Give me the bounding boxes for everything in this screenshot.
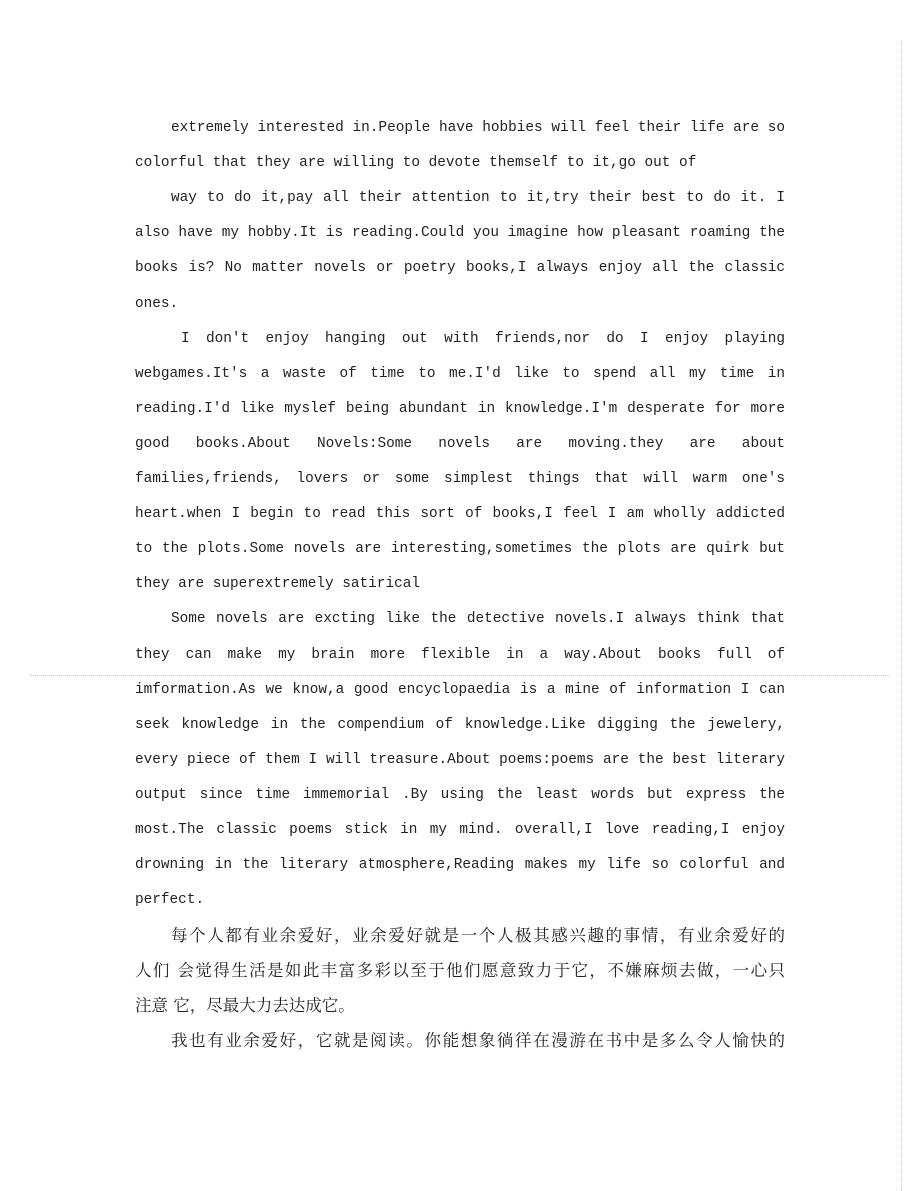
text-line: Some novels are excting like the detective novels.I always think that [171, 611, 785, 628]
text-line: they can make my brain more flexible in a way.About books full of [135, 646, 785, 663]
text-line: every piece of them I will treasure.About poems:poems are the best literary [135, 751, 785, 768]
text-line: families,friends, lovers or some simplest things that will warm one's [135, 471, 785, 487]
text-line: colorful that they are willing to devote themself to it,go out of [135, 155, 697, 172]
chinese-text-line: 注意 它，尽最大力去达成它。 [135, 996, 355, 1015]
text-line: also have my hobby.It is reading.Could you imagine how pleasant roaming the [135, 225, 785, 242]
text-line: books is? No matter novels or poetry books,I always enjoy all the classic [135, 260, 785, 277]
chinese-text-line: 我也有业余爱好，它就是阅读。你能想象徜徉在漫游在书中是多么令人愉快的 [171, 1031, 785, 1050]
text-line: most.The classic poems stick in my mind. overall,I love reading,I enjoy [135, 822, 785, 838]
text-line: ones. [135, 295, 179, 312]
text-line: reading.I'd like myslef being abundant in knowledge.I'm desperate for more [135, 400, 785, 417]
chinese-text-line: 每个人都有业余爱好，业余爱好就是一个人极其感兴趣的事情，有业余爱好的 [171, 926, 785, 945]
text-line: to the plots.Some novels are interesting,sometimes the plots are quirk but [135, 541, 785, 558]
text-line: imformation.As we know,a good encyclopaedia is a mine of information I can [135, 681, 785, 698]
text-line: extremely interested in.People have hobbies will feel their life are so [171, 120, 785, 136]
text-line: output since time immemorial .By using the least words but express the [135, 786, 785, 803]
text-line: perfect. [135, 892, 205, 909]
page-margin-line [901, 40, 902, 1191]
page-break-line [30, 675, 890, 676]
text-line: they are superextremely satirical [135, 576, 420, 593]
text-line: drowning in the literary atmosphere,Reading makes my life so colorful and [135, 857, 785, 874]
text-line: heart.when I begin to read this sort of books,I feel I am wholly addicted [135, 506, 785, 523]
text-line: way to do it,pay all their attention to it,try their best to do it. I [171, 190, 785, 207]
text-line: good books.About Novels:Some novels are moving.they are about [135, 435, 785, 452]
text-line: I don't enjoy hanging out with friends,nor do I enjoy playing [181, 330, 785, 347]
text-line: webgames.It's a waste of time to me.I'd like to spend all my time in [135, 365, 785, 382]
chinese-text-line: 人们 会觉得生活是如此丰富多彩以至于他们愿意致力于它，不嫌麻烦去做，一心只 [135, 961, 785, 980]
text-line: seek knowledge in the compendium of knowledge.Like digging the jewelery, [135, 716, 785, 733]
